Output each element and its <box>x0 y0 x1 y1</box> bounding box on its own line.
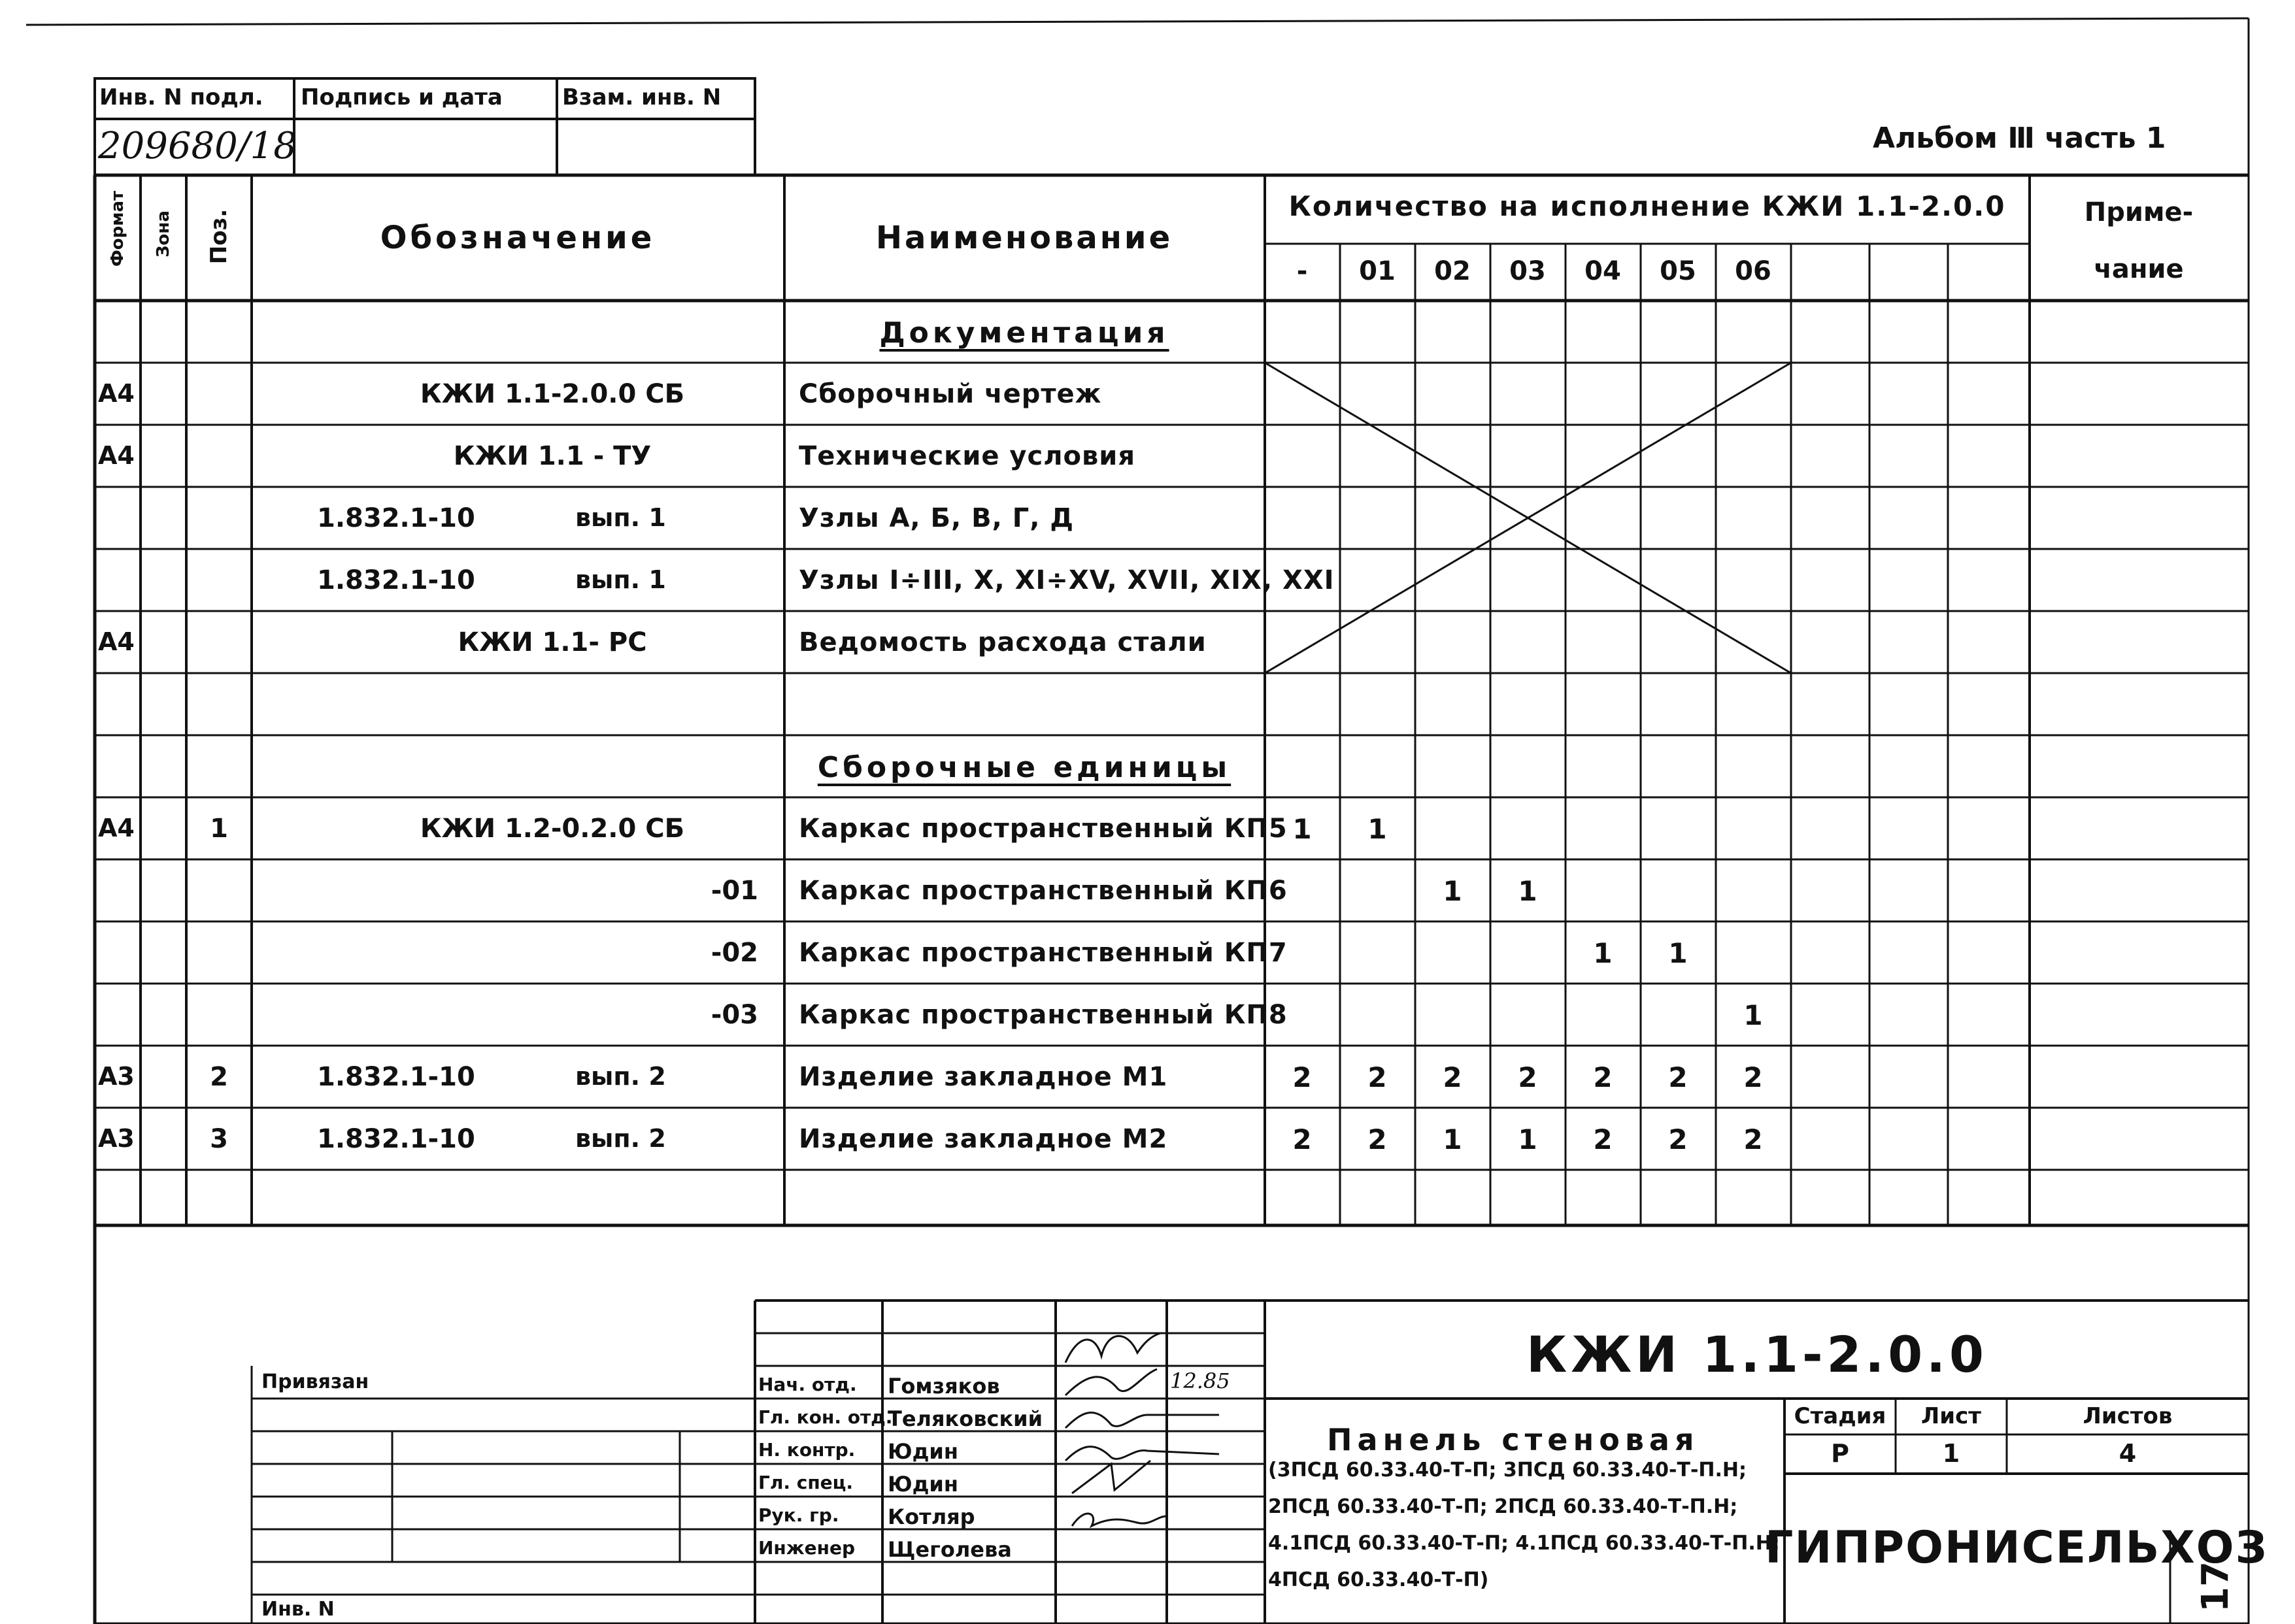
row-quantity: 2 <box>1292 1061 1312 1093</box>
row-quantity: 2 <box>1518 1061 1537 1093</box>
row-quantity: 2 <box>1367 1061 1387 1093</box>
header-note-2: чание <box>2094 254 2184 284</box>
privyazan-label: Привязан <box>261 1370 369 1393</box>
row-name: Каркас пространственный КП8 <box>799 1000 1288 1030</box>
page-number: 17 <box>2194 1561 2237 1612</box>
row-format: А3 <box>98 1062 135 1091</box>
row-quantity: 1 <box>1443 1123 1462 1155</box>
row-quantity: 1 <box>1367 813 1387 845</box>
variant-header: 03 <box>1509 256 1546 286</box>
row-quantity: 2 <box>1367 1123 1387 1155</box>
row-position: 3 <box>210 1124 228 1154</box>
row-designation: 1.832.1-10 <box>317 1062 475 1092</box>
row-designation: КЖИ 1.1-2.0.0 СБ <box>420 379 685 409</box>
signature-gomzyakov <box>1065 1333 1160 1363</box>
section-heading: Документация <box>879 316 1169 350</box>
sheets-value: 4 <box>2119 1439 2137 1468</box>
variant-header: 01 <box>1359 256 1396 286</box>
row-quantity: 2 <box>1668 1061 1688 1093</box>
row-designation: КЖИ 1.1- РС <box>458 627 647 657</box>
row-name: Каркас пространственный КП5 <box>799 814 1288 844</box>
row-position: 1 <box>210 814 228 844</box>
role-person: Щеголева <box>888 1537 1012 1562</box>
inv-value: 209680/18 <box>98 125 297 167</box>
product-description-line: (3ПСД 60.33.40-Т-П; 3ПСД 60.33.40-Т-П.Н; <box>1268 1459 1747 1482</box>
vzam-inv-label: Взам. инв. N <box>562 84 722 110</box>
product-description-line: 2ПСД 60.33.40-Т-П; 2ПСД 60.33.40-Т-П.Н; <box>1268 1495 1738 1518</box>
row-designation: КЖИ 1.2-0.2.0 СБ <box>420 814 685 844</box>
row-designation: -01 <box>711 876 758 906</box>
inv-podl-label: Инв. N подл. <box>99 84 263 110</box>
row-designation: 1.832.1-10 <box>317 1124 475 1154</box>
row-designation: -02 <box>711 938 758 968</box>
role-label: Гл. спец. <box>758 1472 854 1493</box>
organization-name: ГИПРОНИСЕЛЬХОЗ <box>1765 1522 2268 1574</box>
header-name: Наименование <box>875 220 1173 256</box>
row-designation: -03 <box>711 1000 758 1030</box>
inv-n-label: Инв. N <box>261 1598 335 1621</box>
row-quantity: 1 <box>1518 875 1537 907</box>
role-person: Юдин <box>888 1439 958 1464</box>
signature-udin-1 <box>1065 1412 1219 1428</box>
header-pos: Поз. <box>206 208 232 265</box>
row-format: А4 <box>98 814 135 842</box>
variant-header: 06 <box>1735 256 1771 286</box>
row-name: Изделие закладное М2 <box>799 1124 1168 1154</box>
role-person: Теляковский <box>888 1406 1043 1431</box>
row-name: Изделие закладное М1 <box>799 1062 1168 1092</box>
row-format: А4 <box>98 379 135 408</box>
signature-telyakovsky <box>1065 1369 1157 1395</box>
document-code: КЖИ 1.1-2.0.0 <box>1526 1325 1988 1384</box>
row-quantity: 1 <box>1443 875 1462 907</box>
variant-header: - <box>1296 256 1308 286</box>
signature-shchegoleva <box>1072 1514 1167 1526</box>
role-person: Гомзяков <box>888 1374 1000 1399</box>
role-person: Юдин <box>888 1472 958 1497</box>
row-quantity: 1 <box>1292 813 1312 845</box>
variant-header: 04 <box>1584 256 1621 286</box>
row-designation: КЖИ 1.1 - ТУ <box>453 441 652 471</box>
row-designation-issue: вып. 1 <box>575 503 666 532</box>
sheet-label: Лист <box>1921 1403 1981 1429</box>
role-label: Н. контр. <box>758 1439 856 1461</box>
row-designation-issue: вып. 2 <box>575 1124 666 1153</box>
role-label: Гл. кон. отд. <box>758 1406 893 1428</box>
role-label: Нач. отд. <box>758 1374 857 1395</box>
sheets-label: Листов <box>2083 1403 2173 1429</box>
album-label: Альбом Ⅲ часть 1 <box>1873 122 2166 155</box>
row-designation-issue: вып. 2 <box>575 1062 666 1091</box>
row-quantity: 2 <box>1743 1123 1763 1155</box>
row-quantity: 1 <box>1743 999 1763 1031</box>
header-note-1: Приме- <box>2084 197 2194 227</box>
row-quantity: 1 <box>1518 1123 1537 1155</box>
row-quantity: 2 <box>1593 1123 1613 1155</box>
sheet-value: 1 <box>1942 1439 1960 1468</box>
row-name: Сборочный чертеж <box>799 379 1102 409</box>
row-name: Каркас пространственный КП7 <box>799 938 1288 968</box>
header-zone: Зона <box>154 210 173 257</box>
row-position: 2 <box>210 1062 228 1092</box>
row-name: Технические условия <box>799 441 1135 471</box>
row-quantity: 2 <box>1292 1123 1312 1155</box>
section-heading: Сборочные единицы <box>817 751 1231 784</box>
variant-header: 05 <box>1660 256 1696 286</box>
signature-kotlyar <box>1072 1461 1150 1493</box>
row-name: Каркас пространственный КП6 <box>799 876 1288 906</box>
row-format: А3 <box>98 1124 135 1153</box>
role-person: Котляр <box>888 1504 975 1529</box>
row-designation-issue: вып. 1 <box>575 565 666 594</box>
row-name: Узлы А, Б, В, Г, Д <box>799 503 1075 533</box>
product-description-line: 4ПСД 60.33.40-Т-П) <box>1268 1568 1489 1591</box>
variant-header: 02 <box>1434 256 1471 286</box>
row-quantity: 1 <box>1593 937 1613 969</box>
role-label: Рук. гр. <box>758 1504 839 1526</box>
row-format: А4 <box>98 441 135 470</box>
role-date: 12.85 <box>1170 1368 1230 1393</box>
sign-date-label: Подпись и дата <box>301 84 503 110</box>
row-quantity: 2 <box>1668 1123 1688 1155</box>
row-quantity: 2 <box>1443 1061 1462 1093</box>
row-designation: 1.832.1-10 <box>317 503 475 533</box>
row-name: Ведомость расхода стали <box>799 627 1207 657</box>
row-format: А4 <box>98 627 135 656</box>
header-format: Формат <box>108 190 127 267</box>
stage-value: Р <box>1831 1439 1849 1468</box>
product-title: Панель стеновая <box>1327 1422 1700 1457</box>
row-designation: 1.832.1-10 <box>317 565 475 595</box>
row-quantity: 2 <box>1743 1061 1763 1093</box>
stage-label: Стадия <box>1794 1403 1886 1429</box>
role-label: Инженер <box>758 1537 856 1559</box>
row-quantity: 2 <box>1593 1061 1613 1093</box>
product-description-line: 4.1ПСД 60.33.40-Т-П; 4.1ПСД 60.33.40-Т-П.Н; <box>1268 1532 1780 1555</box>
signature-udin-2 <box>1065 1447 1219 1461</box>
row-quantity: 1 <box>1668 937 1688 969</box>
row-name: Узлы I÷III, X, XI÷XV, XVII, XIX, XXI <box>799 565 1335 595</box>
header-designation: Обозначение <box>380 220 656 256</box>
header-quantity: Количество на исполнение КЖИ 1.1-2.0.0 <box>1288 190 2006 222</box>
